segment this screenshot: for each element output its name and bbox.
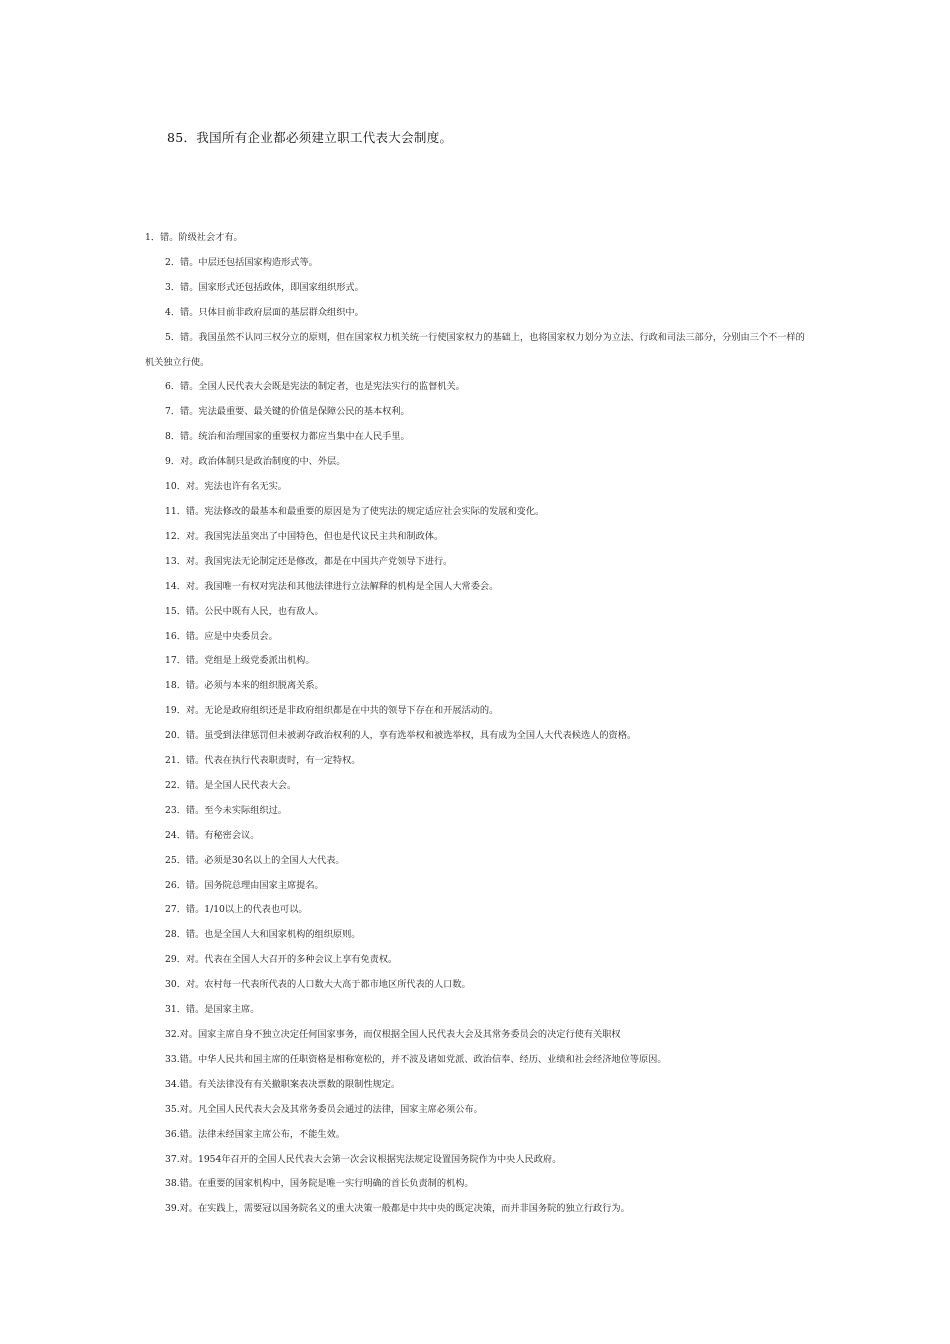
answer-item: 39.对。在实践上，需要冠以国务院名义的重大决策一般都是中共中央的既定决策，而并非国务院的独立行政行为。 [165,1203,630,1215]
answer-item: 8．错。统治和治理国家的重要权力都应当集中在人民手里。 [165,431,410,443]
answer-item: 18．错。必须与本来的组织脱离关系。 [165,680,324,692]
answer-item: 11．错。宪法修改的最基本和最重要的原因是为了使宪法的规定适应社会实际的发展和变化。 [165,505,545,517]
answer-item: 26．错。国务院总理由国家主席提名。 [165,879,324,891]
answer-item: 1．错。阶级社会才有。 [145,232,243,243]
answer-item: 31．错。是国家主席。 [165,1004,260,1016]
answer-item: 3．错。国家形式还包括政体，即国家组织形式。 [165,281,364,293]
answer-item: 14．对。我国唯一有权对宪法和其他法律进行立法解释的机构是全国人大常委会。 [165,580,499,592]
answer-item: 35.对。凡全国人民代表大会及其常务委员会通过的法律，国家主席必须公布。 [165,1103,483,1115]
answer-item: 24．错。有秘密会议。 [165,829,260,841]
answer-item: 33.错。中华人民共和国主席的任职资格是相称宽松的，并不波及诸如党派、政治信奉、经历、业绩和社会经济地位等原因。 [165,1053,667,1065]
answer-item: 6．错。全国人民代表大会既是宪法的制定者，也是宪法实行的监督机关。 [165,381,465,393]
answer-item: 20．错。虽受到法律惩罚但未被剥夺政治权利的人，享有选举权和被选举权，具有成为全国人大代表候选人的资格。 [165,730,637,742]
answer-item: 34.错。有关法律没有有关撤职案表决票数的限制性规定。 [165,1078,401,1090]
answer-item: 38.错。在重要的国家机构中，国务院是唯一实行明确的首长负责制的机构。 [165,1178,474,1190]
answer-item: 28．错。也是全国人大和国家机构的组织原则。 [165,929,361,941]
answer-item: 2．错。中层还包括国家构造形式等。 [165,256,318,268]
answer-item: 17．错。党组是上级党委派出机构。 [165,655,315,667]
answer-item: 4．错。只体目前非政府层面的基层群众组织中。 [165,306,364,318]
answer-list [145,226,810,1222]
answer-item: 29．对。代表在全国人大召开的多种会议上享有免责权。 [165,954,398,966]
answer-item: 32.对。国家主席自身不独立决定任何国家事务，而仅根据全国人民代表大会及其常务委员会的决定行使有关职权 [165,1029,621,1040]
answer-item: 36.错。法律未经国家主席公布，不能生效。 [165,1128,345,1140]
answer-item: 5．错。我国虽然不认同三权分立的原则，但在国家权力机关统一行使国家权力的基础上，也将国家权力划分为立法、行政和司法三部分，分别由三个不一样的机关独立行使。 [145,331,805,368]
answer-item: 7．错。宪法最重要、最关键的价值是保障公民的基本权利。 [165,406,410,418]
answer-item: 25．错。必须是30名以上的全国人大代表。 [165,854,345,866]
question-85: 85．我国所有企业都必须建立职工代表大会制度。 [167,130,453,145]
answer-item: 13．对。我国宪法无论制定还是修改，都是在中国共产党领导下进行。 [165,555,453,567]
answer-item: 27．错。1/10以上的代表也可以。 [165,904,308,916]
answer-item: 12．对。我国宪法虽突出了中国特色，但也是代议民主共和制政体。 [165,530,444,542]
answer-item: 19．对。无论是政府组织还是非政府组织都是在中共的领导下存在和开展活动的。 [165,705,499,717]
answer-item: 15．错。公民中既有人民，也有敌人。 [165,605,324,617]
answer-item: 10．对。宪法也许有名无实。 [165,481,287,493]
answer-item: 22．错。是全国人民代表大会。 [165,779,297,791]
answer-item: 37.对。1954年召开的全国人民代表大会第一次会议根据宪法规定设置国务院作为中央人民政府。 [165,1153,562,1165]
answer-item: 30．对。农村每一代表所代表的人口数大大高于都市地区所代表的人口数。 [165,979,471,991]
answer-item: 21．错。代表在执行代表职责时，有一定特权。 [165,755,361,767]
answer-item: 23．错。至今未实际组织过。 [165,804,287,816]
answer-item: 16．错。应是中央委员会。 [165,630,278,642]
answer-item: 9．对。政治体制只是政治制度的中、外层。 [165,456,346,468]
